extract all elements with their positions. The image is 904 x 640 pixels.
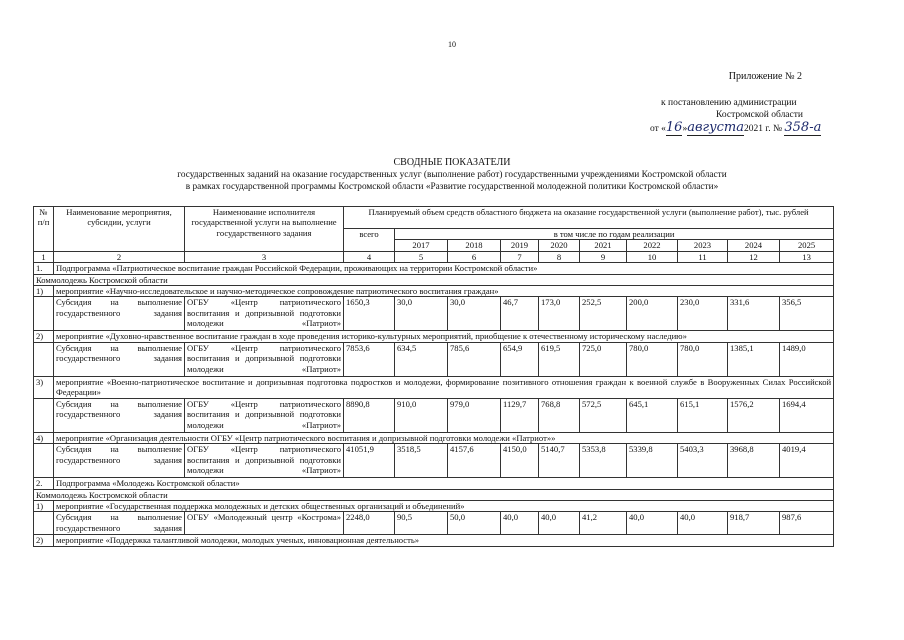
value-year: 30,0 <box>395 297 448 331</box>
col-number: 4 <box>344 251 395 262</box>
empty-cell <box>34 398 54 432</box>
executor-name: ОГБУ «Центр патриотического воспитания и допризывной подготовки молодежи «Патриот» <box>185 444 344 478</box>
value-year: 1489,0 <box>780 342 834 376</box>
year-header: 2025 <box>780 240 834 251</box>
value-year: 331,6 <box>728 297 780 331</box>
value-year: 654,9 <box>501 342 539 376</box>
measure-title: мероприятие «Военно-патриотическое воспитание и допризывная подготовка подростков и молодежи, формирование позитивного отношения граждан к военной службе в Вооруженных Силах Российской Федерации» <box>54 376 834 398</box>
executor-name: ОГБУ «Центр патриотического воспитания и допризывной подготовки молодежи «Патриот» <box>185 342 344 376</box>
year-header: 2023 <box>678 240 728 251</box>
value-year: 40,0 <box>678 512 728 535</box>
value-year: 768,8 <box>539 398 580 432</box>
subprogram-title: Подпрограмма «Патриотическое воспитание граждан Российской Федерации, проживающих на территории Костромской области» <box>54 263 834 274</box>
col-number: 7 <box>501 251 539 262</box>
value-year: 725,0 <box>580 342 627 376</box>
decree-month-handwritten: августа <box>687 120 744 135</box>
col-number: 6 <box>448 251 501 262</box>
agency-row: Коммолодежь Костромской области <box>34 489 834 500</box>
value-year: 1576,2 <box>728 398 780 432</box>
page-number: 10 <box>448 40 456 49</box>
measure-num: 1) <box>34 286 54 297</box>
value-year: 200,0 <box>627 297 678 331</box>
year-header: 2024 <box>728 240 780 251</box>
value-year: 1694,4 <box>780 398 834 432</box>
value-year: 987,6 <box>780 512 834 535</box>
value-year: 40,0 <box>627 512 678 535</box>
col-number: 8 <box>539 251 580 262</box>
decree-line-2: Костромской области <box>716 110 803 120</box>
value-year: 1385,1 <box>728 342 780 376</box>
empty-cell <box>34 342 54 376</box>
value-year: 780,0 <box>627 342 678 376</box>
col-number: 13 <box>780 251 834 262</box>
value-year: 615,1 <box>678 398 728 432</box>
value-year: 5353,8 <box>580 444 627 478</box>
subsidy-name: Субсидия на выполнение государственного задания <box>54 512 185 535</box>
value-year: 1129,7 <box>501 398 539 432</box>
value-year: 979,0 <box>448 398 501 432</box>
measure-title: мероприятие «Духовно-нравственное воспитание граждан в ходе проведения историко-культурных мероприятий, приобщение к отечественному историческому наследию» <box>54 331 834 342</box>
decree-mid: » <box>682 124 688 134</box>
decree-day-handwritten: 16 <box>665 120 683 135</box>
subprogram-num: 2. <box>34 478 54 489</box>
value-year: 41,2 <box>580 512 627 535</box>
value-year: 5140,7 <box>539 444 580 478</box>
value-year: 40,0 <box>539 512 580 535</box>
year-header: 2018 <box>448 240 501 251</box>
col-number: 3 <box>185 251 344 262</box>
empty-cell <box>34 297 54 331</box>
header-name: Наименование мероприятия, субсидии, услуги <box>54 207 185 252</box>
measure-num: 2) <box>34 535 54 546</box>
col-number: 12 <box>728 251 780 262</box>
header-total: всего <box>344 229 395 252</box>
measure-title: мероприятие «Поддержка талантливой молодежи, молодых ученых, инновационная деятельность» <box>54 535 834 546</box>
measure-num: 1) <box>34 501 54 512</box>
year-header: 2021 <box>580 240 627 251</box>
value-year: 4150,0 <box>501 444 539 478</box>
measure-num: 3) <box>34 376 54 398</box>
decree-year: 2021 г. № <box>744 124 783 134</box>
value-total: 41051,9 <box>344 444 395 478</box>
value-year: 356,5 <box>780 297 834 331</box>
subsidy-name: Субсидия на выполнение государственного задания <box>54 342 185 376</box>
decree-date-line <box>650 120 821 135</box>
col-number: 1 <box>34 251 54 262</box>
value-year: 4019,4 <box>780 444 834 478</box>
value-year: 3968,8 <box>728 444 780 478</box>
year-header: 2022 <box>627 240 678 251</box>
value-year: 90,5 <box>395 512 448 535</box>
measure-title: мероприятие «Научно-исследовательское и научно-методическое сопровождение патриотического воспитания граждан» <box>54 286 834 297</box>
value-year: 619,5 <box>539 342 580 376</box>
value-year: 634,5 <box>395 342 448 376</box>
value-total: 2248,0 <box>344 512 395 535</box>
doc-title: СВОДНЫЕ ПОКАЗАТЕЛИ <box>393 157 511 168</box>
empty-cell <box>34 444 54 478</box>
subprogram-title: Подпрограмма «Молодежь Костромской области» <box>54 478 834 489</box>
empty-cell <box>34 512 54 535</box>
value-year: 4157,6 <box>448 444 501 478</box>
measure-title: мероприятие «Государственная поддержка молодежных и детских общественных организаций и объединений» <box>54 501 834 512</box>
measure-num: 2) <box>34 331 54 342</box>
subsidy-name: Субсидия на выполнение государственного задания <box>54 444 185 478</box>
year-header: 2017 <box>395 240 448 251</box>
executor-name: ОГБУ «Молодежный центр «Кострома» <box>185 512 344 535</box>
value-total: 7853,6 <box>344 342 395 376</box>
decree-line-1: к постановлению администрации <box>661 98 797 108</box>
header-planned: Планируемый объем средств областного бюджета на оказание государственной услуги (выполнение работ), тыс. рублей <box>344 207 834 229</box>
value-year: 173,0 <box>539 297 580 331</box>
value-year: 572,5 <box>580 398 627 432</box>
agency-row: Коммолодежь Костромской области <box>34 274 834 285</box>
col-number: 2 <box>54 251 185 262</box>
measure-num: 4) <box>34 432 54 443</box>
year-header: 2020 <box>539 240 580 251</box>
measure-title: мероприятие «Организация деятельности ОГБУ «Центр патриотического воспитания и допризывной подготовки молодежи «Патриот»» <box>54 432 834 443</box>
value-year: 645,1 <box>627 398 678 432</box>
value-year: 3518,5 <box>395 444 448 478</box>
value-year: 230,0 <box>678 297 728 331</box>
value-year: 50,0 <box>448 512 501 535</box>
executor-name: ОГБУ «Центр патриотического воспитания и допризывной подготовки молодежи «Патриот» <box>185 297 344 331</box>
value-total: 8890,8 <box>344 398 395 432</box>
value-year: 5339,8 <box>627 444 678 478</box>
decree-number-handwritten: 358-а <box>784 120 822 135</box>
appendix-label: Приложение № 2 <box>728 71 802 82</box>
value-year: 5403,3 <box>678 444 728 478</box>
value-total: 1650,3 <box>344 297 395 331</box>
doc-subtitle-2: в рамках государственной программы Костромской области «Развитие государственной молодежной политики Костромской области» <box>185 182 719 192</box>
subsidy-name: Субсидия на выполнение государственного задания <box>54 297 185 331</box>
value-year: 780,0 <box>678 342 728 376</box>
value-year: 910,0 <box>395 398 448 432</box>
header-by-years: в том числе по годам реализации <box>395 229 834 240</box>
header-num: № п/п <box>34 207 54 252</box>
value-year: 918,7 <box>728 512 780 535</box>
value-year: 252,5 <box>580 297 627 331</box>
executor-name: ОГБУ «Центр патриотического воспитания и допризывной подготовки молодежи «Патриот» <box>185 398 344 432</box>
col-number: 5 <box>395 251 448 262</box>
year-header: 2019 <box>501 240 539 251</box>
decree-prefix: от « <box>650 124 666 134</box>
header-executor: Наименование исполнителя государственной услуги на выполнение государственного задания <box>185 207 344 252</box>
indicators-table <box>33 206 834 547</box>
subsidy-name: Субсидия на выполнение государственного задания <box>54 398 185 432</box>
subprogram-num: 1. <box>34 263 54 274</box>
col-number: 9 <box>580 251 627 262</box>
value-year: 46,7 <box>501 297 539 331</box>
col-number: 10 <box>627 251 678 262</box>
value-year: 785,6 <box>448 342 501 376</box>
col-number: 11 <box>678 251 728 262</box>
doc-subtitle-1: государственных заданий на оказание государственных услуг (выполнение работ) государственными учреждениями Костромской области <box>177 170 727 180</box>
value-year: 30,0 <box>448 297 501 331</box>
value-year: 40,0 <box>501 512 539 535</box>
